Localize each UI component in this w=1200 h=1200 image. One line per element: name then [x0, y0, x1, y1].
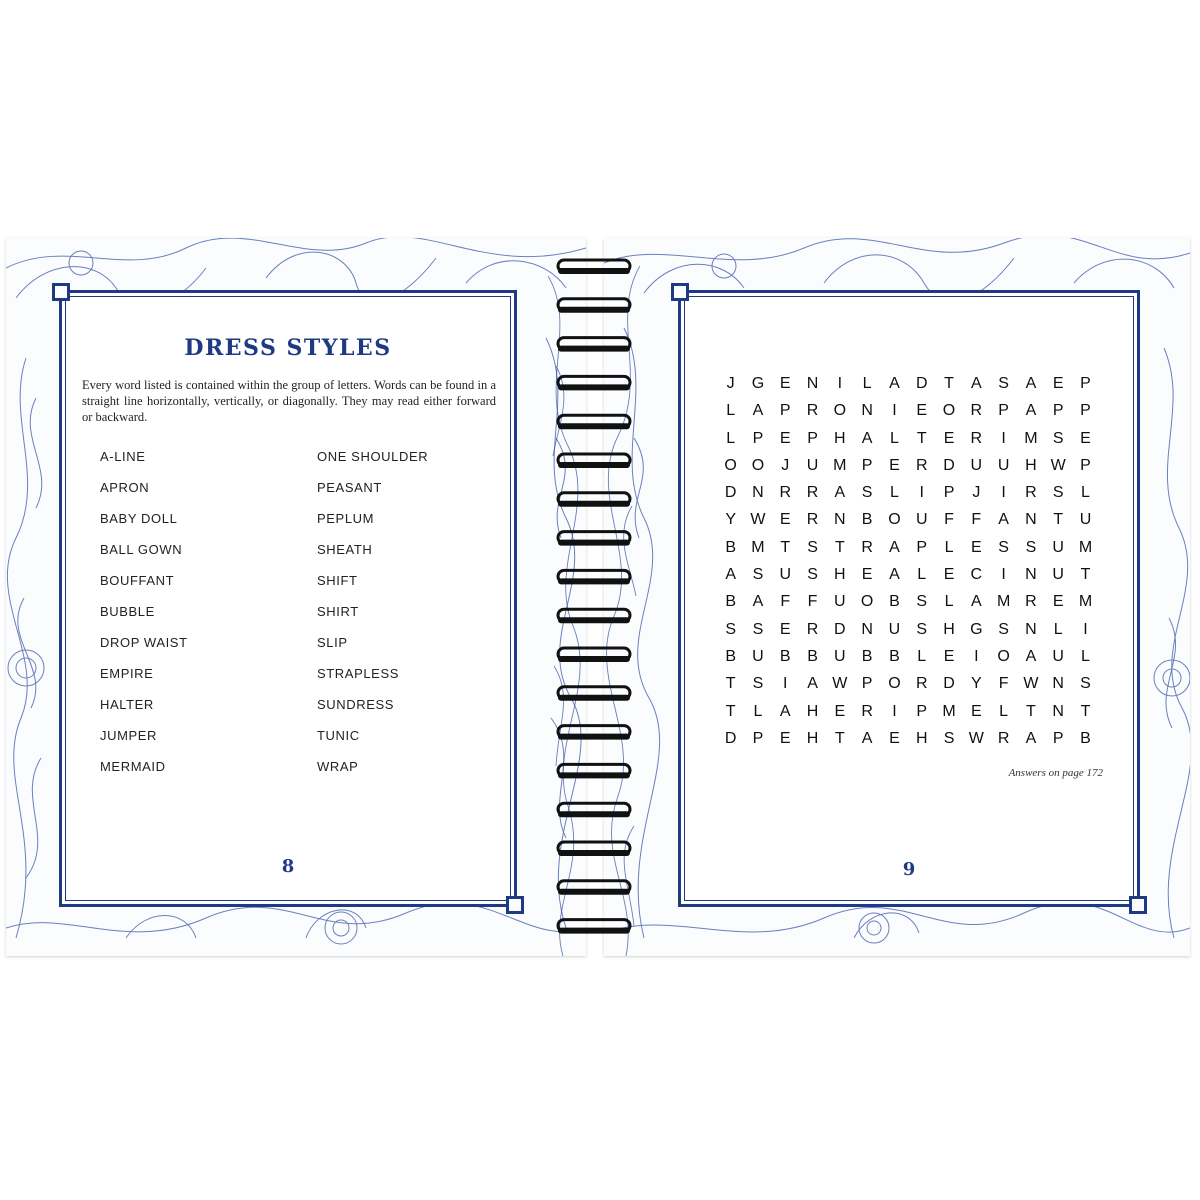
grid-row — [717, 428, 1099, 455]
grid-letter: D — [943, 675, 955, 693]
grid-letter: G — [970, 620, 983, 638]
grid-letter: G — [751, 375, 765, 392]
grid-letter: S — [1052, 429, 1064, 447]
word-list-item: PEASANT — [317, 480, 382, 495]
grid-letter: H — [915, 729, 928, 747]
page-number: 9 — [902, 859, 916, 880]
grid-letter: D — [834, 620, 846, 638]
grid-letter: M — [1078, 538, 1093, 556]
grid-letter: E — [861, 566, 873, 584]
grid-letter: H — [1025, 456, 1037, 474]
spiral-coil — [558, 338, 630, 352]
grid-row — [717, 373, 1099, 400]
word-list-column-2 — [317, 448, 428, 789]
grid-letter: B — [807, 647, 818, 665]
spiral-coil — [558, 609, 630, 623]
grid-letter: R — [970, 402, 983, 420]
grid-letter: W — [1050, 456, 1066, 474]
grid-letter: R — [806, 484, 819, 502]
grid-letter: J — [972, 484, 981, 502]
grid-letter: I — [1083, 620, 1088, 638]
grid-letter: B — [1080, 729, 1091, 747]
word-list-column-1 — [100, 448, 188, 789]
grid-letter: L — [1081, 484, 1090, 502]
grid-letter: S — [807, 538, 818, 556]
grid-letter: P — [1052, 729, 1064, 747]
grid-letter: O — [888, 675, 901, 693]
grid-letter: U — [1052, 647, 1064, 665]
grid-letter: E — [779, 375, 791, 392]
grid-letter: N — [834, 511, 846, 529]
grid-letter: L — [862, 375, 872, 392]
grid-letter: S — [752, 675, 764, 693]
grid-letter: P — [1052, 402, 1064, 420]
grid-letter: S — [752, 566, 764, 584]
spiral-coil — [558, 842, 630, 856]
grid-letter: R — [861, 538, 873, 556]
grid-letter: A — [1025, 402, 1037, 420]
grid-letter: M — [751, 538, 765, 556]
grid-letter: P — [916, 702, 928, 720]
grid-letter: M — [942, 702, 956, 720]
grid-letter: S — [725, 620, 736, 638]
grid-letter: E — [1052, 375, 1064, 392]
grid-letter: A — [861, 429, 873, 447]
spiral-coil — [558, 764, 630, 778]
grid-letter: R — [1025, 593, 1037, 611]
grid-row — [717, 646, 1099, 673]
grid-letter: A — [889, 538, 900, 556]
grid-letter: N — [1052, 702, 1064, 720]
grid-letter: S — [998, 538, 1009, 556]
grid-letter: B — [725, 538, 736, 556]
word-search-grid — [717, 373, 1099, 755]
grid-letter: J — [781, 456, 790, 474]
grid-letter: T — [725, 702, 736, 720]
grid-letter: A — [1025, 647, 1037, 665]
grid-letter: I — [1001, 484, 1006, 502]
grid-letter: R — [806, 511, 819, 529]
grid-letter: A — [725, 566, 736, 584]
grid-letter: E — [1052, 593, 1064, 611]
grid-row — [717, 455, 1099, 482]
grid-letter: B — [889, 593, 900, 611]
grid-letter: F — [971, 511, 982, 529]
grid-row — [717, 482, 1099, 509]
grid-letter: N — [861, 620, 873, 638]
grid-letter: T — [725, 675, 736, 693]
grid-letter: T — [1026, 702, 1036, 720]
grid-letter: O — [860, 593, 874, 611]
grid-letter: P — [752, 429, 764, 447]
grid-letter: S — [1052, 484, 1064, 502]
grid-letter: P — [861, 675, 873, 693]
grid-letter: T — [1053, 511, 1064, 529]
grid-letter: R — [779, 484, 792, 502]
grid-letter: R — [806, 620, 819, 638]
word-list-item: ONE SHOULDER — [317, 449, 429, 464]
grid-letter: L — [753, 702, 763, 720]
right-page — [604, 238, 1190, 956]
word-list-item: PEPLUM — [317, 511, 375, 526]
word-list-item: STRAPLESS — [317, 666, 399, 681]
word-list-item: DROP WAIST — [100, 635, 188, 650]
grid-letter: A — [834, 484, 846, 502]
grid-letter: A — [889, 375, 900, 392]
grid-letter: N — [806, 375, 819, 392]
grid-letter: Y — [725, 511, 736, 529]
word-list-item: MERMAID — [100, 759, 166, 774]
word-list-item: SUNDRESS — [317, 697, 395, 712]
grid-row — [717, 673, 1099, 700]
grid-letter: A — [998, 511, 1009, 529]
spiral-coil — [558, 376, 630, 390]
word-list-item: JUMPER — [100, 728, 158, 743]
word-list-item: A-LINE — [100, 449, 146, 464]
grid-letter: H — [943, 620, 955, 638]
grid-letter: L — [889, 429, 899, 447]
grid-letter: L — [1053, 620, 1063, 638]
grid-letter: U — [752, 647, 764, 665]
spiral-coil — [558, 881, 630, 895]
grid-letter: N — [1025, 566, 1037, 584]
grid-letter: P — [752, 729, 764, 747]
word-list-item: APRON — [100, 480, 150, 495]
grid-letter: L — [944, 538, 954, 556]
grid-letter: A — [779, 702, 791, 720]
grid-letter: I — [892, 402, 897, 420]
grid-letter: W — [1023, 675, 1039, 693]
grid-letter: S — [1080, 675, 1091, 693]
word-list-item: WRAP — [317, 759, 359, 774]
grid-letter: U — [834, 647, 846, 665]
word-list-item: EMPIRE — [100, 666, 154, 681]
grid-letter: E — [779, 429, 791, 447]
grid-letter: O — [888, 511, 901, 529]
grid-letter: T — [944, 375, 954, 392]
grid-letter: U — [834, 593, 846, 611]
grid-letter: L — [917, 647, 927, 665]
grid-letter: P — [916, 538, 928, 556]
grid-letter: P — [1080, 456, 1091, 474]
word-list-item: SLIP — [317, 635, 348, 650]
grid-letter: O — [997, 647, 1010, 665]
grid-letter: A — [752, 593, 764, 611]
grid-letter: U — [997, 456, 1010, 474]
grid-letter: P — [1080, 375, 1091, 392]
grid-letter: E — [834, 702, 846, 720]
grid-letter: E — [943, 566, 955, 584]
spiral-coil — [558, 454, 630, 468]
grid-letter: I — [837, 375, 843, 392]
grid-letter: S — [1025, 538, 1037, 556]
grid-letter: T — [916, 429, 927, 447]
spiral-coil — [558, 687, 630, 701]
grid-letter: L — [726, 429, 736, 447]
grid-letter: A — [970, 593, 982, 611]
grid-letter: R — [1025, 484, 1037, 502]
grid-letter: P — [779, 402, 791, 420]
grid-letter: T — [834, 729, 845, 747]
grid-letter: L — [726, 402, 736, 420]
grid-letter: I — [892, 702, 897, 720]
grid-letter: M — [1078, 593, 1093, 611]
grid-letter: H — [834, 429, 846, 447]
grid-letter: N — [861, 402, 873, 420]
grid-letter: E — [779, 511, 791, 529]
word-list-item: SHIRT — [317, 604, 359, 619]
grid-letter: O — [724, 456, 737, 474]
grid-letter: S — [998, 620, 1009, 638]
grid-letter: T — [780, 538, 791, 556]
grid-letter: F — [944, 511, 954, 529]
spiral-coil — [558, 493, 630, 507]
grid-letter: F — [780, 593, 791, 611]
grid-letter: R — [997, 729, 1010, 747]
grid-letter: N — [752, 484, 764, 502]
grid-letter: W — [832, 675, 848, 693]
grid-letter: O — [751, 456, 765, 474]
grid-row — [717, 591, 1099, 618]
grid-letter: L — [917, 566, 927, 584]
grid-letter: S — [943, 729, 955, 747]
word-list-item: BALL GOWN — [100, 542, 183, 557]
spiral-coil — [558, 415, 630, 429]
grid-letter: M — [1024, 429, 1038, 447]
puzzle-instructions: Every word listed is contained within the group of letters. Words can be found in a straight line horizontally, vertically, or diagonally. They may read either forward or backward. — [82, 378, 496, 424]
grid-letter: E — [889, 456, 900, 474]
grid-letter: U — [806, 456, 819, 474]
grid-letter: R — [861, 702, 873, 720]
grid-letter: T — [1080, 566, 1091, 584]
grid-letter: M — [833, 456, 847, 474]
word-list-item: BOUFFANT — [100, 573, 175, 588]
grid-letter: A — [1025, 729, 1037, 747]
grid-letter: A — [807, 675, 818, 693]
grid-letter: A — [889, 566, 900, 584]
word-list-item: SHEATH — [317, 542, 373, 557]
grid-letter: E — [943, 429, 955, 447]
grid-letter: E — [943, 647, 955, 665]
grid-letter: N — [1025, 620, 1037, 638]
grid-letter: L — [1081, 647, 1090, 665]
word-list-item: SHIFT — [317, 573, 358, 588]
spiral-coil — [558, 299, 630, 313]
grid-letter: D — [943, 456, 955, 474]
grid-letter: A — [1025, 375, 1037, 392]
left-page — [6, 238, 586, 956]
grid-letter: U — [1052, 566, 1064, 584]
grid-letter: E — [889, 729, 900, 747]
grid-letter: U — [970, 456, 983, 474]
word-list-item: BUBBLE — [100, 604, 155, 619]
content-panel-right — [678, 290, 1140, 907]
grid-letter: T — [1080, 702, 1091, 720]
grid-letter: S — [916, 593, 928, 611]
grid-letter: E — [779, 729, 791, 747]
grid-letter: A — [861, 729, 873, 747]
grid-letter: S — [861, 484, 873, 502]
grid-letter: R — [806, 402, 819, 420]
grid-row — [717, 509, 1099, 536]
grid-letter: L — [999, 702, 1009, 720]
grid-letter: O — [833, 402, 847, 420]
grid-letter: H — [806, 702, 819, 720]
grid-letter: E — [916, 402, 928, 420]
spiral-binding — [548, 246, 640, 956]
grid-letter: F — [807, 593, 818, 611]
grid-letter: M — [996, 593, 1011, 611]
grid-letter: B — [725, 647, 736, 665]
grid-letter: P — [807, 429, 818, 447]
grid-row — [717, 619, 1099, 646]
grid-letter: J — [726, 375, 735, 392]
grid-letter: P — [998, 402, 1009, 420]
spiral-coil — [558, 803, 630, 817]
grid-letter: L — [944, 593, 954, 611]
grid-letter: H — [834, 566, 846, 584]
grid-letter: R — [915, 675, 928, 693]
grid-letter: B — [889, 647, 900, 665]
answers-note: Answers on page 172 — [1008, 767, 1103, 779]
grid-letter: U — [779, 566, 792, 584]
grid-letter: P — [943, 484, 955, 502]
grid-row — [717, 728, 1099, 755]
grid-letter: I — [783, 675, 788, 693]
word-list-item: TUNIC — [317, 728, 360, 743]
grid-letter: D — [724, 484, 737, 502]
grid-letter: R — [915, 456, 928, 474]
grid-letter: Y — [970, 675, 982, 693]
spiral-coil — [558, 920, 630, 934]
word-list-item: BABY DOLL — [100, 511, 178, 526]
spiral-coil — [558, 648, 630, 662]
grid-letter: W — [968, 729, 984, 747]
grid-letter: F — [998, 675, 1009, 693]
grid-letter: E — [1080, 429, 1091, 447]
grid-letter: C — [970, 566, 983, 584]
grid-letter: R — [970, 429, 983, 447]
grid-letter: U — [888, 620, 901, 638]
grid-row — [717, 564, 1099, 591]
grid-letter: U — [1052, 538, 1064, 556]
grid-letter: I — [1001, 429, 1006, 447]
grid-letter: E — [970, 702, 982, 720]
grid-letter: B — [861, 647, 873, 665]
grid-letter: D — [724, 729, 737, 747]
grid-letter: I — [974, 647, 979, 665]
grid-letter: D — [915, 375, 928, 392]
grid-letter: E — [779, 620, 791, 638]
grid-letter: L — [889, 484, 899, 502]
grid-letter: B — [725, 593, 736, 611]
grid-letter: B — [779, 647, 791, 665]
spiral-coil — [558, 570, 630, 584]
grid-row — [717, 701, 1099, 728]
grid-letter: I — [1001, 566, 1006, 584]
page-number: 8 — [281, 856, 295, 877]
grid-letter: W — [750, 511, 766, 529]
grid-letter: U — [1079, 511, 1092, 529]
grid-letter: I — [919, 484, 924, 502]
grid-row — [717, 537, 1099, 564]
grid-letter: T — [834, 538, 845, 556]
content-panel-left — [59, 290, 517, 907]
grid-letter: S — [998, 375, 1009, 392]
grid-letter: P — [1080, 402, 1091, 420]
grid-letter: P — [861, 456, 873, 474]
grid-letter: N — [1052, 675, 1064, 693]
spiral-coil — [558, 532, 630, 546]
grid-letter: S — [752, 620, 764, 638]
grid-letter: A — [970, 375, 982, 392]
spiral-coil — [558, 260, 630, 274]
grid-letter: S — [807, 566, 818, 584]
grid-row — [717, 400, 1099, 427]
grid-letter: N — [1025, 511, 1037, 529]
grid-letter: O — [942, 402, 956, 420]
grid-letter: E — [970, 538, 982, 556]
grid-letter: S — [916, 620, 928, 638]
page-title: DRESS STYLES — [184, 335, 392, 361]
grid-letter: U — [915, 511, 928, 529]
grid-letter: A — [752, 402, 764, 420]
grid-letter: H — [806, 729, 819, 747]
grid-letter: B — [861, 511, 873, 529]
word-list-item: HALTER — [100, 697, 154, 712]
